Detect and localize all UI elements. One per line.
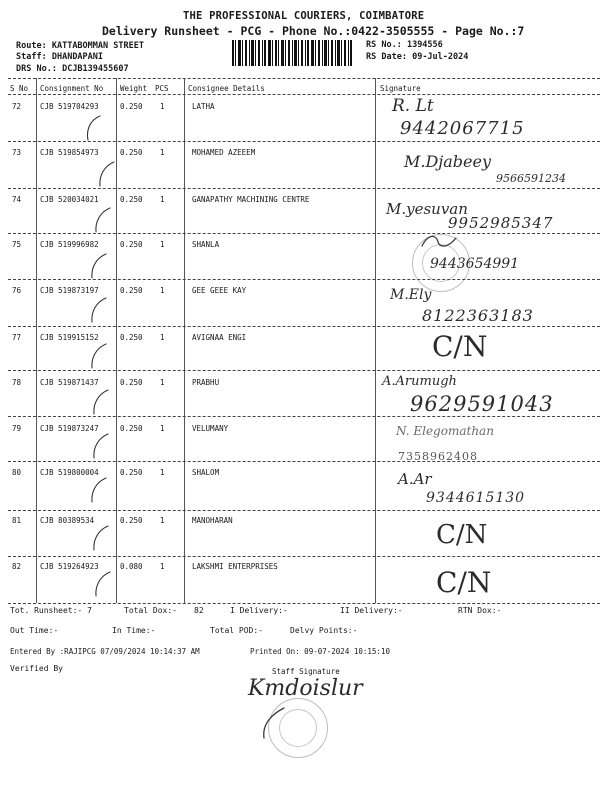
- row-consignee: MOHAMED AZEEEM: [192, 148, 256, 157]
- row-sno: 80: [12, 468, 22, 477]
- row-sno: 82: [12, 562, 22, 571]
- staff-line: [16, 52, 103, 62]
- col-header-signature: Signature: [380, 84, 421, 93]
- row-consignee: GEE GEEE KAY: [192, 286, 247, 295]
- row-pcs: 1: [160, 378, 165, 387]
- rs-no-label: RS No.:: [366, 40, 402, 50]
- row-pcs: 1: [160, 562, 165, 571]
- rtn-dox: RTN Dox:-: [458, 606, 502, 615]
- row-sno: 75: [12, 240, 22, 249]
- signature-name: A.Ar: [398, 470, 432, 488]
- tick-mark: [84, 114, 108, 144]
- col-rule-2: [116, 78, 117, 603]
- row-weight: 0.250: [120, 286, 143, 295]
- signature-phone: 9566591234: [496, 172, 566, 185]
- row-weight: 0.250: [120, 148, 143, 157]
- row-pcs: 1: [160, 468, 165, 477]
- row-consignee: AVIGNAA ENGI: [192, 333, 247, 342]
- row-pcs: 1: [160, 148, 165, 157]
- row-consignment: CJB 519854973: [40, 148, 99, 157]
- col-header-sno: S No: [10, 84, 29, 93]
- row-weight: 0.080: [120, 562, 143, 571]
- col-rule-4: [375, 78, 376, 603]
- signature-phone: 9443654991: [430, 256, 520, 272]
- row-pcs: 1: [160, 424, 165, 433]
- signature-name: N. Elegomathan: [396, 424, 494, 438]
- row-sno: 74: [12, 195, 22, 204]
- signature-name: R. Lt: [392, 96, 434, 116]
- total-pod: Total POD:-: [210, 626, 263, 635]
- row-pcs: 1: [160, 102, 165, 111]
- row-pcs: 1: [160, 516, 165, 525]
- signature-name: C/N: [432, 330, 488, 363]
- tick-mark: [90, 388, 114, 418]
- signature-name: M.yesuvan: [386, 200, 468, 218]
- row-weight: 0.250: [120, 102, 143, 111]
- row-consignee: GANAPATHY MACHINING CENTRE: [192, 195, 310, 204]
- signature-name: M.Djabeey: [404, 152, 492, 171]
- verified-by: Verified By: [10, 664, 63, 673]
- row-consignee: LAKSHMI ENTERPRISES: [192, 562, 278, 571]
- ii-delivery: II Delivery:-: [340, 606, 403, 615]
- out-time: Out Time:-: [10, 626, 59, 635]
- row-weight: 0.250: [120, 424, 143, 433]
- row-rule: [8, 370, 600, 371]
- row-weight: 0.250: [120, 516, 143, 525]
- row-pcs: 1: [160, 333, 165, 342]
- row-consignee: VELUMANY: [192, 424, 229, 433]
- total-dox-value: 82: [194, 606, 204, 615]
- rs-no-line: [366, 40, 443, 50]
- route-line: [16, 41, 144, 51]
- table-top-rule: [8, 78, 600, 79]
- drs-value: DCJB139455607: [62, 64, 129, 74]
- col-header-pcs: PCS: [155, 84, 169, 93]
- row-rule: [8, 416, 600, 417]
- tick-mark: [88, 342, 112, 372]
- row-sno: 77: [12, 333, 22, 342]
- col-header-consignee: Consignee Details: [188, 84, 265, 93]
- tick-mark: [92, 206, 116, 236]
- signature-phone: 8122363183: [422, 306, 534, 325]
- row-rule: [8, 556, 600, 557]
- row-sno: 72: [12, 102, 22, 111]
- row-rule: [8, 326, 600, 327]
- route-label: Route:: [16, 41, 47, 51]
- tick-mark: [90, 432, 114, 462]
- rs-no-value: 1394556: [406, 40, 443, 50]
- row-sno: 81: [12, 516, 22, 525]
- signature-phone: 7358962408: [398, 450, 478, 463]
- rs-date-label: RS Date:: [366, 52, 407, 62]
- delvy-points: Delvy Points:-: [290, 626, 358, 635]
- tick-mark: [88, 296, 112, 326]
- row-pcs: 1: [160, 195, 165, 204]
- signature-name: A.Arumugh: [382, 374, 457, 389]
- row-consignment: CJB 520034021: [40, 195, 99, 204]
- staff-signature-label: Staff Signature: [272, 667, 340, 676]
- signature-phone: 9442067715: [400, 118, 525, 139]
- row-pcs: 1: [160, 240, 165, 249]
- col-rule-3: [184, 78, 185, 603]
- row-consignment: CJB 80389534: [40, 516, 95, 525]
- row-consignment: CJB 519873197: [40, 286, 99, 295]
- in-time: In Time:-: [112, 626, 156, 635]
- row-consignment: CJB 519996982: [40, 240, 99, 249]
- printed-on: Printed On: 09-07-2024 10:15:10: [250, 647, 390, 656]
- col-header-weight: Weight: [120, 84, 148, 93]
- row-consignee: SHALOM: [192, 468, 220, 477]
- staff-label: Staff:: [16, 52, 47, 62]
- i-delivery: I Delivery:-: [230, 606, 288, 615]
- row-consignment: CJB 519704293: [40, 102, 99, 111]
- row-weight: 0.250: [120, 468, 143, 477]
- row-rule: [8, 141, 600, 142]
- total-dox-label: Total Dox:-: [124, 606, 177, 615]
- runsheet-title: Delivery Runsheet - PCG - Phone No.:0422-3505555 - Page No.:7: [102, 24, 525, 38]
- row-consignment: CJB 519915152: [40, 333, 99, 342]
- row-rule: [8, 233, 600, 234]
- row-consignment: CJB 519873247: [40, 424, 99, 433]
- tick-mark: [96, 160, 120, 190]
- signature-phone: 9952985347: [448, 214, 554, 232]
- row-rule: [8, 510, 600, 511]
- barcode-image: [232, 40, 352, 66]
- row-sno: 78: [12, 378, 22, 387]
- signature-name: M.Ely: [390, 287, 432, 303]
- row-consignee: SHANLA: [192, 240, 220, 249]
- signature-name: C/N: [436, 520, 488, 550]
- signature-name: C/N: [436, 566, 492, 599]
- staff-value: DHANDAPANI: [51, 52, 104, 62]
- row-consignee: MANOHARAN: [192, 516, 233, 525]
- tot-runsheet: Tot. Runsheet:- 7: [10, 606, 92, 615]
- row-rule: [8, 188, 600, 189]
- tick-mark: [92, 570, 116, 600]
- row-rule: [8, 461, 600, 462]
- staff-signature-tail: [254, 704, 294, 744]
- drs-label: DRS No.:: [16, 64, 57, 74]
- rs-date-line: [366, 52, 468, 62]
- row-weight: 0.250: [120, 378, 143, 387]
- col-header-consignment: Consignment No: [40, 84, 104, 93]
- staff-signature: Kmdoislur: [248, 676, 363, 701]
- col-rule-1: [36, 78, 37, 603]
- signature-phone: 9629591043: [410, 392, 554, 416]
- route-value: KATTABOMMAN STREET: [51, 41, 144, 51]
- signature-scribble: [420, 232, 460, 252]
- row-weight: 0.250: [120, 333, 143, 342]
- table-header-rule: [8, 94, 600, 95]
- drs-line: [16, 64, 129, 74]
- row-consignment: CJB 519264923: [40, 562, 99, 571]
- row-pcs: 1: [160, 286, 165, 295]
- row-consignee: LATHA: [192, 102, 215, 111]
- tick-mark: [88, 476, 112, 506]
- rs-date-value: 09-Jul-2024: [412, 52, 469, 62]
- signature-phone: 9344615130: [426, 490, 526, 506]
- row-weight: 0.250: [120, 240, 143, 249]
- row-rule: [8, 279, 600, 280]
- row-consignment: CJB 519800004: [40, 468, 99, 477]
- company-name: THE PROFESSIONAL COURIERS, COIMBATORE: [183, 10, 425, 22]
- row-consignee: PRABHU: [192, 378, 220, 387]
- tick-mark: [88, 252, 112, 282]
- table-bottom-rule: [8, 603, 600, 604]
- row-sno: 79: [12, 424, 22, 433]
- tick-mark: [90, 524, 114, 554]
- row-sno: 76: [12, 286, 22, 295]
- row-sno: 73: [12, 148, 22, 157]
- row-weight: 0.250: [120, 195, 143, 204]
- entered-by: Entered By :RAJIPCG 07/09/2024 10:14:37 AM: [10, 647, 200, 656]
- row-consignment: CJB 519871437: [40, 378, 99, 387]
